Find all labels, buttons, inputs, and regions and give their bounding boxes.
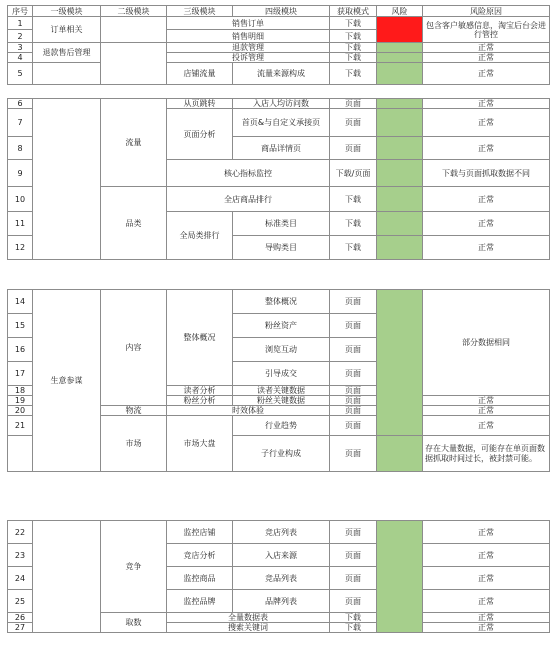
header-cell: 一级模块 — [33, 6, 101, 17]
level2-cell: 品类 — [101, 187, 167, 260]
risk-cell-low — [377, 436, 423, 472]
mode-cell: 页面 — [330, 99, 377, 109]
mode-cell: 页面 — [330, 396, 377, 406]
risk-reason-cell: 正常 — [423, 236, 550, 260]
level2-cell — [101, 43, 167, 85]
risk-cell-low — [377, 99, 423, 109]
level2-cell: 内容 — [101, 290, 167, 406]
row-number: 27 — [8, 623, 33, 633]
level4-cell: 行业趋势 — [233, 416, 330, 436]
risk-reason-cell: 正常 — [423, 567, 550, 590]
table-row — [8, 43, 550, 53]
level3-cell: 全局类排行 — [167, 212, 233, 260]
mode-cell: 下载 — [330, 53, 377, 63]
mode-cell: 页面 — [330, 416, 377, 436]
mode-cell: 页面 — [330, 436, 377, 472]
level3-cell: 核心指标监控 — [167, 160, 330, 187]
row-number: 19 — [8, 396, 33, 406]
risk-cell-low — [377, 63, 423, 85]
level3-cell: 投诉管理 — [167, 53, 330, 63]
risk-cell-low — [377, 290, 423, 436]
header-cell: 四级模块 — [233, 6, 330, 17]
row-number: 16 — [8, 338, 33, 362]
level4-cell: 粉丝资产 — [233, 314, 330, 338]
mode-cell: 下载 — [330, 236, 377, 260]
mode-cell: 页面 — [330, 290, 377, 314]
row-number: 24 — [8, 567, 33, 590]
risk-reason-cell: 正常 — [423, 109, 550, 137]
level3-cell: 监控品牌 — [167, 590, 233, 613]
row-number: 14 — [8, 290, 33, 314]
risk-reason-cell: 包含客户敏感信息，淘宝后台会进行管控 — [423, 17, 550, 43]
level3-cell: 整体概况 — [167, 290, 233, 386]
row-number: 1 — [8, 17, 33, 30]
level4-cell: 流量来源构成 — [233, 63, 330, 85]
header-cell: 风险 — [377, 6, 423, 17]
level4-cell: 入店人均访问数 — [233, 99, 330, 109]
risk-cell-low — [377, 53, 423, 63]
table-row — [8, 63, 550, 85]
header-cell: 序号 — [8, 6, 33, 17]
level3-cell: 销售明细 — [167, 30, 330, 43]
level3-cell: 从页跳转 — [167, 99, 233, 109]
header-row — [8, 6, 550, 17]
row-number: 12 — [8, 236, 33, 260]
table-block-1 — [7, 5, 549, 85]
level1-cell: 退款售后管理 — [33, 43, 101, 63]
mode-cell: 下载 — [330, 212, 377, 236]
level4-cell: 竞品列表 — [233, 567, 330, 590]
level2-cell: 取数 — [101, 613, 167, 633]
mode-cell: 页面 — [330, 406, 377, 416]
row-number: 21 — [8, 416, 33, 436]
risk-cell-high — [377, 17, 423, 43]
level3-cell: 读者分析 — [167, 386, 233, 396]
mode-cell: 页面 — [330, 590, 377, 613]
table-row — [8, 17, 550, 30]
risk-cell-low — [377, 187, 423, 212]
table-block-2 — [7, 289, 549, 472]
risk-reason-cell: 正常 — [423, 63, 550, 85]
mode-cell: 页面 — [330, 338, 377, 362]
mode-cell: 下载 — [330, 30, 377, 43]
row-number: 8 — [8, 137, 33, 160]
table-row — [8, 290, 550, 314]
risk-reason-cell: 正常 — [423, 212, 550, 236]
row-number: 3 — [8, 43, 33, 53]
level2-cell: 物流 — [101, 406, 167, 416]
row-number: 4 — [8, 53, 33, 63]
mode-cell: 页面 — [330, 544, 377, 567]
level4-cell: 入店来源 — [233, 544, 330, 567]
level3-cell: 全量数据表 — [167, 613, 330, 623]
level4-cell: 导购类目 — [233, 236, 330, 260]
table-row — [8, 521, 550, 544]
row-number: 10 — [8, 187, 33, 212]
risk-reason-cell: 正常 — [423, 53, 550, 63]
row-number: 18 — [8, 386, 33, 396]
level4-cell: 品牌列表 — [233, 590, 330, 613]
risk-reason-cell: 正常 — [423, 590, 550, 613]
mode-cell: 下载 — [330, 43, 377, 53]
mode-cell: 页面 — [330, 521, 377, 544]
risk-cell-low — [377, 137, 423, 160]
row-number: 20 — [8, 406, 33, 416]
row-number: 15 — [8, 314, 33, 338]
level4-cell: 引导成交 — [233, 362, 330, 386]
level4-cell: 竞店列表 — [233, 521, 330, 544]
row-number: 26 — [8, 613, 33, 623]
risk-reason-cell: 正常 — [423, 521, 550, 544]
risk-reason-cell: 正常 — [423, 416, 550, 436]
level3-cell: 退款管理 — [167, 43, 330, 53]
level3-cell: 市场大盘 — [167, 416, 233, 472]
header-cell: 三级模块 — [167, 6, 233, 17]
risk-reason-cell: 正常 — [423, 623, 550, 633]
level3-cell: 页面分析 — [167, 109, 233, 160]
level4-cell: 首页&与自定义承接页 — [233, 109, 330, 137]
level4-cell: 标准类目 — [233, 212, 330, 236]
table-row — [8, 99, 550, 109]
level2-cell: 流量 — [101, 99, 167, 187]
mode-cell: 下载 — [330, 187, 377, 212]
mode-cell: 页面 — [330, 362, 377, 386]
risk-reason-cell: 正常 — [423, 396, 550, 406]
table-block-1-lower — [7, 98, 549, 260]
header-cell: 二级模块 — [101, 6, 167, 17]
level4-cell: 整体概况 — [233, 290, 330, 314]
level3-cell: 监控店铺 — [167, 521, 233, 544]
mode-cell: 页面 — [330, 137, 377, 160]
risk-reason-cell: 正常 — [423, 613, 550, 623]
level3-cell: 监控商品 — [167, 567, 233, 590]
mode-cell: 页面 — [330, 386, 377, 396]
risk-reason-cell: 正常 — [423, 137, 550, 160]
row-number: 2 — [8, 30, 33, 43]
row-number: 7 — [8, 109, 33, 137]
level4-cell: 商品详情页 — [233, 137, 330, 160]
level2-cell: 市场 — [101, 416, 167, 472]
risk-cell-low — [377, 43, 423, 53]
risk-table-part-2 — [7, 289, 550, 472]
row-number: 5 — [8, 63, 33, 85]
level1-cell: 生意参谋 — [33, 290, 101, 472]
level1-cell: 订单相关 — [33, 17, 101, 43]
level4-cell: 浏览互动 — [233, 338, 330, 362]
risk-cell-low — [377, 160, 423, 187]
risk-table-part-1b — [7, 98, 550, 260]
level4-cell: 读者关键数据 — [233, 386, 330, 396]
level3-cell: 全店商品排行 — [167, 187, 330, 212]
level4-cell: 粉丝关键数据 — [233, 396, 330, 406]
mode-cell: 下载 — [330, 63, 377, 85]
row-number: 11 — [8, 212, 33, 236]
risk-reason-cell: 部分数据相同 — [423, 290, 550, 396]
risk-table-part-1 — [7, 5, 550, 85]
mode-cell: 页面 — [330, 567, 377, 590]
mode-cell: 下载 — [330, 623, 377, 633]
level3-cell: 竞店分析 — [167, 544, 233, 567]
level3-cell: 店铺流量 — [167, 63, 233, 85]
risk-cell-low — [377, 212, 423, 236]
risk-reason-cell: 正常 — [423, 544, 550, 567]
risk-cell-low — [377, 521, 423, 633]
row-number: 17 — [8, 362, 33, 386]
mode-cell: 页面 — [330, 109, 377, 137]
risk-table-part-3 — [7, 520, 550, 633]
risk-cell-low — [377, 236, 423, 260]
mode-cell: 页面 — [330, 314, 377, 338]
mode-cell: 下载 — [330, 613, 377, 623]
row-number: 9 — [8, 160, 33, 187]
level3-cell: 销售订单 — [167, 17, 330, 30]
row-number: 25 — [8, 590, 33, 613]
risk-reason-cell: 正常 — [423, 99, 550, 109]
row-number: 6 — [8, 99, 33, 109]
level1-cell — [33, 63, 101, 85]
risk-reason-cell: 存在大量数据，可能存在单页面数据抓取时间过长，被封禁可能。 — [423, 436, 550, 472]
risk-reason-cell: 正常 — [423, 187, 550, 212]
row-number — [8, 436, 33, 472]
level2-cell: 竞争 — [101, 521, 167, 613]
level3-cell: 搜索关键词 — [167, 623, 330, 633]
risk-reason-cell: 正常 — [423, 43, 550, 53]
level2-cell — [101, 17, 167, 43]
level1-cell — [33, 521, 101, 633]
level3-cell: 时效体验 — [167, 406, 330, 416]
risk-cell-low — [377, 109, 423, 137]
row-number: 22 — [8, 521, 33, 544]
level4-cell: 子行业构成 — [233, 436, 330, 472]
mode-cell: 下载/页面 — [330, 160, 377, 187]
level1-cell — [33, 99, 101, 260]
risk-reason-cell: 正常 — [423, 406, 550, 416]
level3-cell: 粉丝分析 — [167, 396, 233, 406]
header-cell: 风险原因 — [423, 6, 550, 17]
row-number: 23 — [8, 544, 33, 567]
header-cell: 获取模式 — [330, 6, 377, 17]
mode-cell: 下载 — [330, 17, 377, 30]
table-block-3 — [7, 520, 549, 633]
risk-reason-cell: 下载与页面抓取数据不同 — [423, 160, 550, 187]
